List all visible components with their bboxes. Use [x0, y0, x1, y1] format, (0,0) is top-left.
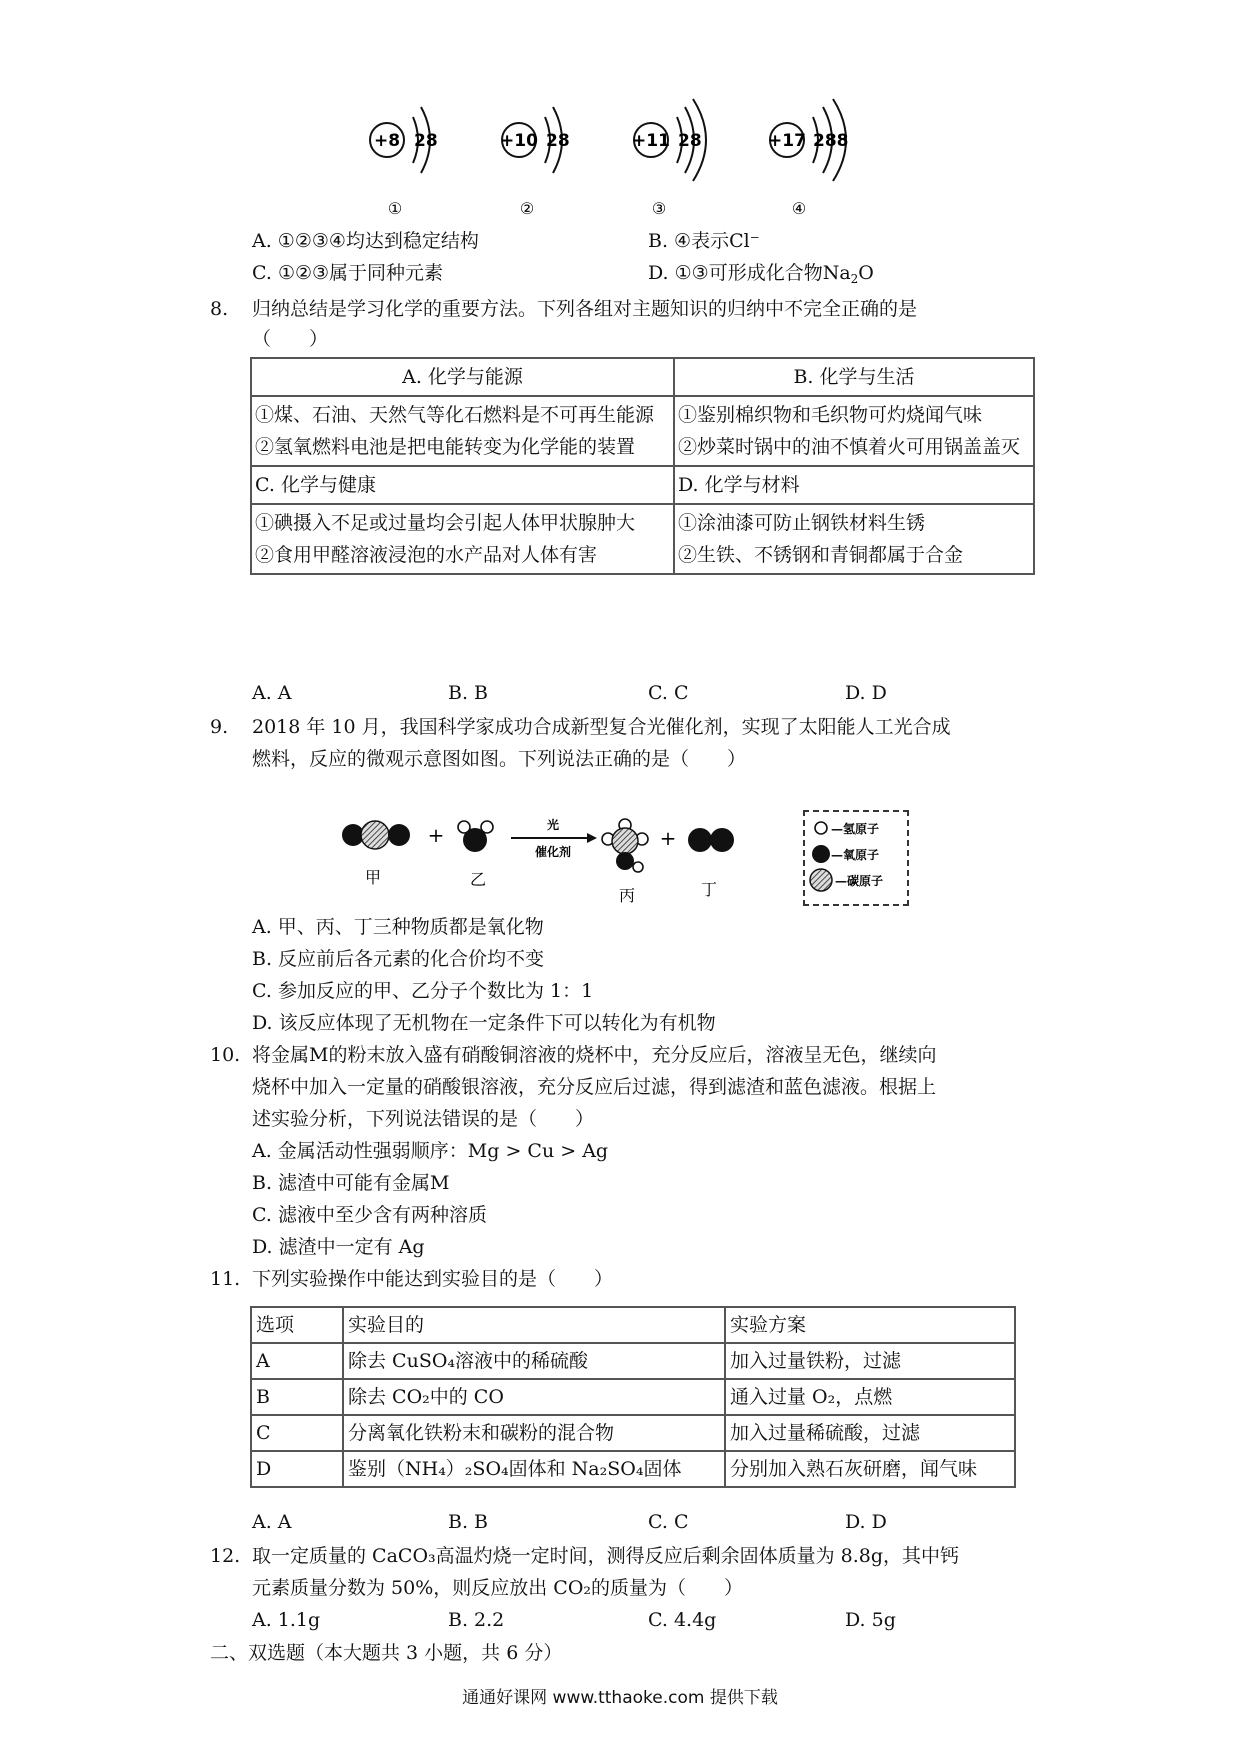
q8-d2: ②生铁、不锈钢和青铜都属于合金	[678, 544, 964, 566]
legend-symbols	[805, 812, 905, 900]
q11-header-row	[251, 1307, 1015, 1343]
q12-answer-c: C. 4.4g	[648, 1609, 717, 1631]
q8-a1: ①煤、石油、天然气等化石燃料是不可再生能源	[255, 404, 655, 426]
table-row	[251, 1415, 1015, 1451]
q8-c1: ①碘摄入不足或过量均会引起人体甲状腺肿大	[255, 512, 636, 534]
q11-row-c-option: C	[251, 1415, 343, 1451]
q10-stem-line2: 烧杯中加入一定量的硝酸银溶液，充分反应后过滤，得到滤渣和蓝色滤液。根据上	[252, 1076, 937, 1098]
atom-label-2: ②	[519, 199, 535, 218]
shells-2: 28	[546, 131, 570, 151]
plus-2: +	[659, 826, 677, 850]
atom-diagram-2	[500, 107, 570, 218]
label-yi: 乙	[469, 870, 487, 889]
q8-d1: ①涂油漆可防止钢铁材料生锈	[678, 512, 926, 534]
label-ding: 丁	[700, 880, 718, 899]
q12-stem-line2: 元素质量分数为 50%，则反应放出 CO₂的质量为（ ）	[252, 1577, 744, 1599]
nucleus-1: +8	[373, 131, 401, 151]
legend-hydrogen: —氢原子	[831, 822, 880, 836]
q7-option-a: A. ①②③④均达到稳定结构	[252, 230, 479, 252]
q10-stem-line1: 将金属M的粉末放入盛有硝酸铜溶液的烧杯中，充分反应后，溶液呈无色，继续向	[252, 1044, 937, 1066]
legend-oxygen-icon	[812, 845, 830, 863]
table-row	[251, 1343, 1015, 1379]
q11-row-c-purpose: 分离氧化铁粉末和碳粉的混合物	[343, 1415, 725, 1451]
q11-number: 11.	[210, 1268, 241, 1290]
label-jia: 甲	[364, 868, 382, 887]
q11-header-option: 选项	[251, 1307, 343, 1343]
q8-answer-c: C. C	[648, 682, 689, 704]
atom-diagram-3	[632, 99, 706, 218]
q8-c2: ②食用甲醛溶液浸泡的水产品对人体有害	[255, 544, 598, 566]
q8-answer-d: D. D	[845, 682, 887, 704]
molecule-yi	[458, 821, 493, 852]
q12-number: 12.	[210, 1545, 241, 1567]
legend-carbon-icon	[810, 869, 832, 891]
q11-header-plan: 实验方案	[725, 1307, 1015, 1343]
q9-option-b: B. 反应前后各元素的化合价均不变	[252, 948, 545, 970]
q11-answer-d: D. D	[845, 1511, 887, 1533]
q7-option-d-text: D. ①③可形成化合物Na	[648, 262, 851, 284]
q11-row-c-plan: 加入过量稀硫酸，过滤	[725, 1415, 1015, 1451]
q11-row-a-purpose: 除去 CuSO₄溶液中的稀硫酸	[343, 1343, 725, 1379]
page-footer: 通通好课网 www.tthaoke.com 提供下载	[462, 1688, 778, 1708]
q7-option-d-sub: 2	[850, 272, 859, 286]
q8-cell-d-body	[674, 504, 1034, 574]
q11-stem: 下列实验操作中能达到实验目的是（ ）	[252, 1268, 614, 1290]
atom-diagram-4	[768, 99, 848, 218]
reaction-arrow	[511, 833, 597, 843]
nucleus-2: +10	[500, 131, 538, 151]
q8-b2: ②炒菜时锅中的油不慎着火可用锅盖盖灭	[678, 436, 1021, 458]
q8-cell-a-head: A. 化学与能源	[251, 358, 674, 396]
atom-label-4: ④	[791, 199, 807, 218]
arrow-condition-bottom: 催化剂	[534, 845, 572, 859]
table-row	[251, 1451, 1015, 1487]
q12-stem-line1: 取一定质量的 CaCO₃高温灼烧一定时间，测得反应后剩余固体质量为 8.8g，其中钙	[252, 1545, 960, 1567]
q9-option-c: C. 参加反应的甲、乙分子个数比为 1：1	[252, 980, 594, 1002]
q8-answer-a: A. A	[252, 682, 292, 704]
q8-a2: ②氢氧燃料电池是把电能转变为化学能的装置	[255, 436, 636, 458]
q7-option-b: B. ④表示Cl⁻	[648, 230, 760, 252]
q11-row-b-option: B	[251, 1379, 343, 1415]
nucleus-4: +17	[768, 131, 806, 151]
q11-answer-b: B. B	[448, 1511, 489, 1533]
q8-number: 8.	[210, 298, 229, 320]
q11-header-purpose: 实验目的	[343, 1307, 725, 1343]
table-row	[251, 1379, 1015, 1415]
atom-diagram-1	[370, 107, 438, 218]
q9-option-a: A. 甲、丙、丁三种物质都是氧化物	[252, 916, 544, 938]
q11-answer-a: A. A	[252, 1511, 292, 1533]
arrow-condition-top: 光	[546, 818, 560, 832]
q11-row-d-plan: 分别加入熟石灰研磨，闻气味	[725, 1451, 1015, 1487]
q11-row-b-purpose: 除去 CO₂中的 CO	[343, 1379, 725, 1415]
q7-option-d	[648, 260, 874, 292]
q11-row-d-option: D	[251, 1451, 343, 1487]
q8-answer-b: B. B	[448, 682, 489, 704]
q12-answer-a: A. 1.1g	[252, 1609, 321, 1631]
q11-row-b-plan: 通入过量 O₂，点燃	[725, 1379, 1015, 1415]
q9-number: 9.	[210, 716, 229, 738]
q9-stem-line1: 2018 年 10 月，我国科学家成功合成新型复合光催化剂，实现了太阳能人工光合成	[252, 716, 951, 738]
legend-hydrogen-icon	[815, 822, 827, 834]
q7-option-d-tail: O	[858, 262, 874, 284]
shells-4: 288	[813, 131, 849, 151]
q8-stem-line1: 归纳总结是学习化学的重要方法。下列各组对主题知识的归纳中不完全正确的是	[252, 298, 918, 320]
plus-1: +	[427, 823, 445, 847]
section-heading: 二、双选题（本大题共 3 小题，共 6 分）	[210, 1642, 563, 1664]
molecule-bing	[602, 819, 648, 872]
q10-option-c: C. 滤液中至少含有两种溶质	[252, 1204, 487, 1226]
legend-carbon: —碳原子	[835, 874, 884, 888]
q7-option-c: C. ①②③属于同种元素	[252, 262, 444, 284]
q8-cell-a-body	[251, 396, 674, 466]
shells-1: 28	[414, 131, 438, 151]
q10-option-a: A. 金属活动性强弱顺序：Mg > Cu > Ag	[252, 1140, 609, 1162]
q11-answer-c: C. C	[648, 1511, 689, 1533]
q8-cell-b-body	[674, 396, 1034, 466]
shells-3: 28	[678, 131, 702, 151]
atom-structure-diagrams	[355, 95, 895, 230]
q11-row-a-option: A	[251, 1343, 343, 1379]
q8-b1: ①鉴别棉织物和毛织物可灼烧闻气味	[678, 404, 983, 426]
q8-stem-line2: （ ）	[252, 328, 329, 350]
q9-stem-line2: 燃料，反应的微观示意图如图。下列说法正确的是（ ）	[252, 748, 747, 770]
q12-answer-b: B. 2.2	[448, 1609, 505, 1631]
atom-label-1: ①	[387, 199, 403, 218]
q11-row-d-purpose: 鉴别（NH₄）₂SO₄固体和 Na₂SO₄固体	[343, 1451, 725, 1487]
q11-table	[250, 1306, 1016, 1488]
nucleus-3: +11	[632, 131, 670, 151]
q8-cell-c-body	[251, 504, 674, 574]
q11-row-a-plan: 加入过量铁粉，过滤	[725, 1343, 1015, 1379]
label-bing: 丙	[618, 886, 636, 905]
q8-cell-d-head: D. 化学与材料	[674, 466, 1034, 504]
q8-cell-c-head: C. 化学与健康	[251, 466, 674, 504]
q10-option-d: D. 滤渣中一定有 Ag	[252, 1236, 425, 1258]
q10-number: 10.	[210, 1044, 241, 1066]
q8-cell-b-head: B. 化学与生活	[674, 358, 1034, 396]
q12-answer-d: D. 5g	[845, 1609, 896, 1631]
q9-option-d: D. 该反应体现了无机物在一定条件下可以转化为有机物	[252, 1012, 716, 1034]
molecule-ding	[688, 828, 734, 852]
legend-oxygen: —氧原子	[831, 848, 880, 862]
q10-stem-line3: 述实验分析，下列说法错误的是（ ）	[252, 1108, 595, 1130]
molecule-jia	[342, 821, 410, 849]
q8-table	[250, 357, 1035, 575]
atom-label-3: ③	[651, 199, 667, 218]
q10-option-b: B. 滤渣中可能有金属M	[252, 1172, 450, 1194]
